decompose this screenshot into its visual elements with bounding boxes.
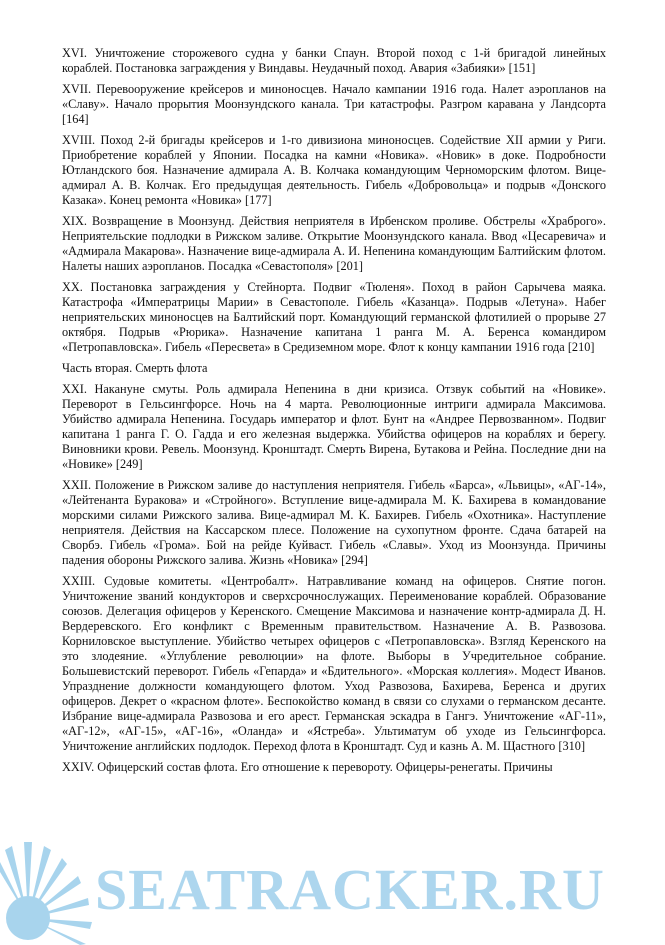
toc-entry-xvi: XVI. Уничтожение сторожевого судна у банки Спаун. Второй поход с 1-й бригадой линейных кораблей. Постановка заграждения у Виндавы. Неудачный поход. Авария «Забияки» [151] xyxy=(62,46,606,75)
sun-rays-icon xyxy=(0,838,110,945)
watermark-text: SEATRACKER.RU xyxy=(95,857,605,922)
toc-entry-xx: XX. Постановка заграждения у Стейнорта. Подвиг «Тюленя». Поход в район Сарычева маяка. Катастрофа «Императрицы Марии» в Севастополе. Гибель «Казанца». Подрыв «Летуна». Набег неприятельских миноносцев на Балтийский порт. Командующий германской флотилией о прорыве 27 октября. Подрыв «Рюрика». Назначение капитана 1 ранга М. А. Беренса командиром «Петропавловска». Гибель «Пересвета» в Средиземном море. Флот к концу кампании 1916 года [210] xyxy=(62,280,606,354)
toc-entry-xviii: XVIII. Поход 2-й бригады крейсеров и 1-го дивизиона миноносцев. Содействие XII армии у Риги. Приобретение кораблей у Японии. Посадка на камни «Новика». «Новик» в доке. Подробности Ютландского боя. Назначение адмирала А. В. Колчака командующим Черноморским флотом. Вице-адмирал А. В. Колчак. Его предыдущая деятельность. Гибель «Добровольца» и подрыв «Донского Казака». Конец ремонта «Новика» [177] xyxy=(62,133,606,207)
table-of-contents xyxy=(62,46,606,781)
toc-entry-xxi: XXI. Накануне смуты. Роль адмирала Непенина в дни кризиса. Отзвук событий на «Новике». Переворот в Гельсингфорсе. Ночь на 4 марта. Революционные интриги адмирала Максимова. Убийство адмирала Непенина. Государь император и флот. Бунт на «Андрее Первозванном». Подвиг капитана 1 ранга Г. О. Гадда и его железная выдержка. Убийства офицеров на кораблях и берегу. Виновники крови. Ревель. Моонзунд. Кронштадт. Смерть Вирена, Бутакова и Рейна. Последние дни на «Новике» [249] xyxy=(62,382,606,471)
toc-entry-xxiii: XXIII. Судовые комитеты. «Центробалт». Натравливание команд на офицеров. Снятие погон. Уничтожение званий кондукторов и сверхсрочнослужащих. Переименование кораблей. Образование союзов. Делегация офицеров у Керенского. Смещение Максимова и назначение контр-адмирала Д. Н. Вердеревского. Его конфликт с Временным правительством. Назначение А. В. Развозова. Корниловское выступление. Убийство четырех офицеров с «Петропавловска». Взгляд Керенского на это злодеяние. «Углубление революции» на флоте. Выборы в Учредительное собрание. Большевистский переворот. Гибель «Гепарда» и «Бдительного». «Морская коллегия». Модест Иванов. Упразднение должности командующего флотом. Уход Развозова, Бахирева, Беренса и других офицеров. Декрет о «красном флоте». Беспокойство команд в связи со слухами о германском десанте. Избрание вице-адмирала Развозова и его арест. Германская эскадра в Гангэ. Уничтожение «АГ-11», «АГ-12», «АГ-15», «АГ-16», «Оланда» и «Ястреба». Ультиматум об уходе из Гельсингфорса. Уничтожение английских подлодок. Переход флота в Кронштадт. Суд и казнь А. М. Щастного [310] xyxy=(62,574,606,753)
site-watermark xyxy=(0,838,665,945)
toc-entry-xxiv: XXIV. Офицерский состав флота. Его отношение к перевороту. Офицеры-ренегаты. Причины xyxy=(62,760,553,774)
toc-entry-xix: XIX. Возвращение в Моонзунд. Действия неприятеля в Ирбенском проливе. Обстрелы «Храброго». Неприятельские подлодки в Рижском заливе. Открытие Моонзундского канала. Ввод «Цесаревича» и «Адмирала Макарова». Назначение вице-адмирала А. И. Непенина командующим Балтийским флотом. Налеты наших аэропланов. Посадка «Севастополя» [201] xyxy=(62,214,606,273)
toc-entry-xxii: XXII. Положение в Рижском заливе до наступления неприятеля. Гибель «Барса», «Львицы», «АГ-14», «Лейтенанта Буракова» и «Стройного». Вступление вице-адмирала М. К. Бахирева в командование морскими силами Рижского залива. Вице-адмирал М. К. Бахирев. Гибель «Охотника». Наступление неприятеля. Действия на Кассарском плесе. Положение на сухопутном фронте. Сдача батарей на Сворбэ. Гибель «Грома». Бой на рейде Куйваст. Гибель «Славы». Уход из Моонзунда. Причины падения обороны Рижского залива. Жизнь «Новика» [294] xyxy=(62,478,606,567)
part-two-heading: Часть вторая. Смерть флота xyxy=(62,361,208,375)
toc-entry-xvii: XVII. Перевооружение крейсеров и миноносцев. Начало кампании 1916 года. Налет аэропланов на «Славу». Начало прорытия Моонзундского канала. Три катастрофы. Разгром каравана у Ландсорта [164] xyxy=(62,82,606,126)
